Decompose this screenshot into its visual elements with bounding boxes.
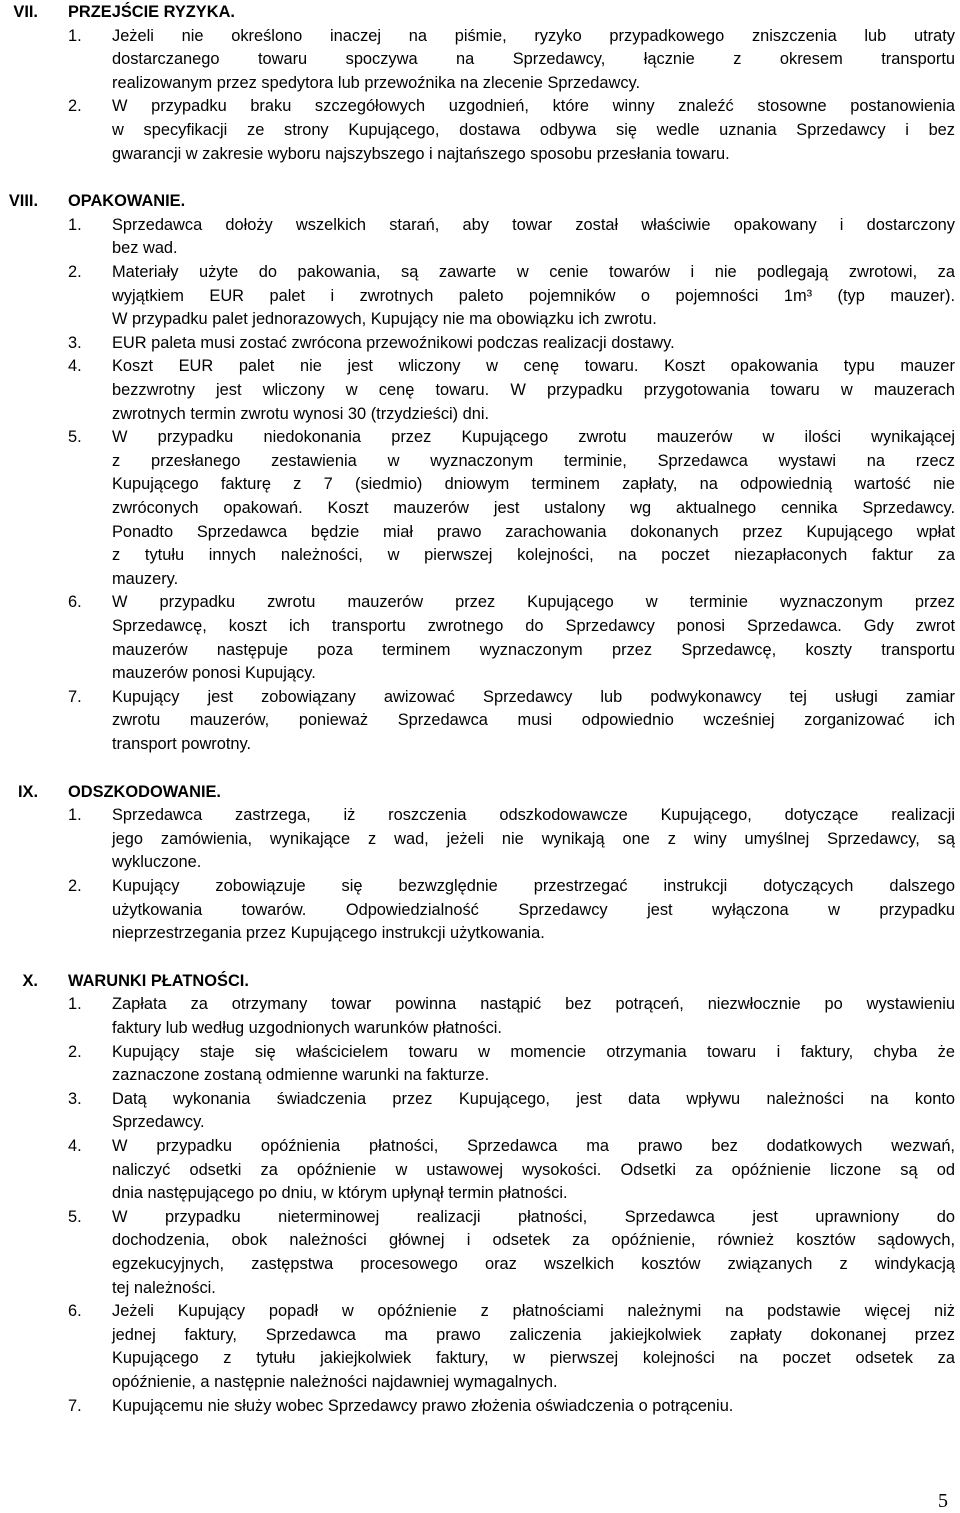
section-heading (0, 0, 960, 24)
clause-text-line: wykluczone. (112, 853, 202, 872)
clause-number: 2. (68, 877, 82, 895)
clause-number: 4. (68, 357, 82, 376)
clause-number: 2. (68, 263, 82, 281)
section-heading (0, 780, 960, 804)
clause-text-line: EUR paleta musi zostać zwrócona przewoźnikowi podczas realizacji dostawy. (112, 333, 675, 352)
clause-text-line: Sprzedawca dołoży wszelkich starań, aby towar został właściwie opakowany i dostarczony (112, 215, 955, 234)
clause-text-line: zwrotnych termin zwrotu wynosi 30 (trzydzieści) dni. (112, 404, 490, 423)
clause-text-line: opóźnienie, a następnie należności najdawniej wymagalnych. (112, 1373, 558, 1391)
clause-text-line: zwrotu mauzerów, ponieważ Sprzedawca musi odpowiednio wcześniej zorganizować ich (112, 711, 955, 730)
clause-text-line: mauzerów ponosi Kupujący. (112, 664, 316, 683)
clause-text-line: W przypadku zwrotu mauzerów przez Kupującego w terminie wyznaczonym przez (112, 593, 955, 612)
section-title: ODSZKODOWANIE. (68, 782, 221, 801)
clause-text-line: bezzwrotny jest wliczony w cenę towaru. W przypadku przygotowania towaru w mauzerach (112, 381, 955, 399)
clause-text-line: gwarancji w zakresie wyboru najszybszego i najtańszego sposobu przesłania towaru. (112, 144, 730, 163)
section-title: PRZEJŚCIE RYZYKA. (68, 3, 235, 21)
clause-text-line: W przypadku opóźnienia płatności, Sprzedawca ma prawo bez dodatkowych wezwań, (112, 1137, 955, 1155)
clause-number: 5. (68, 1207, 82, 1226)
section-heading (0, 189, 960, 213)
clause-text-line: zaznaczone zostaną odmienne warunki na fakturze. (112, 1066, 490, 1085)
clause-text-line: mauzerów następuje poza terminem wyznaczonym przez Sprzedawcę, koszty transportu (112, 640, 955, 659)
clause-number: 6. (68, 1302, 82, 1321)
clause-text-line: nieprzestrzegania przez Kupującego instrukcji użytkowania. (112, 924, 545, 943)
clause-text-line: W przypadku palet jednorazowych, Kupujący nie ma obowiązku ich zwrotu. (112, 310, 657, 329)
clause-text-line: dochodzenia, obok należności głównej i odsetek za opóźnienie, również kosztów sądowych, (112, 1231, 955, 1250)
clause-text-line: Kupującego fakturę z 7 (siedmio) dniowym terminem zapłaty, na odpowiednią wartość nie (112, 475, 955, 494)
clause-number: 2. (68, 97, 82, 116)
clause-text-line: Jeżeli Kupujący popadł w opóźnienie z płatnościami należnymi na podstawie więcej niż (112, 1302, 955, 1321)
clause-text-line: jego zamówienia, wynikające z wad, jeżeli nie wynikają one z winy umyślnej Sprzedawcy, są (112, 829, 955, 848)
clause-text-line: Kupującemu nie służy wobec Sprzedawcy prawo złożenia oświadczenia o potrąceniu. (112, 1396, 734, 1415)
clause-text-line: Kupujący zobowiązuje się bezwzględnie przestrzegać instrukcji dotyczących dalszego (112, 877, 955, 895)
clause-text-line: Datą wykonania świadczenia przez Kupującego, jest data wpływu należności na konto (112, 1089, 955, 1108)
clause-text-line: egzekucyjnych, zastępstwa procesowego oraz wszelkich kosztów związanych z windykacją (112, 1255, 955, 1273)
clause-text-line: Kupujący staje się właścicielem towaru w momencie otrzymania towaru i faktury, chyba że (112, 1042, 955, 1061)
section-number: IX. (17, 782, 38, 801)
clause-text-line: Materiały użyte do pakowania, są zawarte w cenie towarów i nie podlegają zwrotowi, za (112, 263, 955, 281)
clause-number: 1. (68, 215, 82, 234)
clause-text-line: Kupujący jest zobowiązany awizować Sprzedawcy lub podwykonawcy tej usługi zamiar (112, 687, 955, 706)
clause-text-line: z tytułu innych należności, w pierwszej kolejności, na poczet niezapłaconych faktur za (112, 546, 955, 565)
clause-text-line: Jeżeli nie określono inaczej na piśmie, ryzyko przypadkowego zniszczenia lub utraty (112, 26, 955, 45)
section-number: X. (22, 971, 38, 990)
clause-text-line: bez wad. (112, 239, 178, 258)
clause-number: 3. (68, 333, 82, 352)
clause-text-line: W przypadku niedokonania przez Kupującego zwrotu mauzerów w ilości wynikającej (112, 428, 955, 447)
clause-number: 2. (68, 1042, 82, 1061)
clause-number: 5. (68, 428, 82, 447)
clause-number: 1. (68, 995, 82, 1014)
section-heading (0, 969, 960, 993)
clause-text-line: W przypadku braku szczegółowych uzgodnień, które winny znaleźć stosowne postanowienia (112, 97, 955, 116)
clause-text-line: użytkowania towarów. Odpowiedzialność Sprzedawcy jest wyłączona w przypadku (112, 900, 955, 919)
clause-text-line: jednej faktury, Sprzedawca ma prawo zaliczenia jakiejkolwiek zapłaty dokonanej przez (112, 1325, 955, 1344)
clause-number: 7. (68, 687, 82, 706)
clause-text-line: realizowanym przez spedytora lub przewoźnika na zlecenie Sprzedawcy. (112, 73, 641, 92)
section-title: OPAKOWANIE. (68, 192, 186, 211)
clause-number: 4. (68, 1137, 82, 1155)
clause-text-line: W przypadku nieterminowej realizacji płatności, Sprzedawca jest uprawniony do (112, 1207, 955, 1226)
clause-number: 1. (68, 806, 82, 825)
clause-text-line: z przesłanego zestawienia w wyznaczonym terminie, Sprzedawca wystawi na rzecz (112, 451, 955, 470)
clause-text-line: mauzery. (112, 569, 179, 588)
clause-text-line: dnia następującego po dniu, w którym upłynął termin płatności. (112, 1184, 568, 1203)
clause-text-line: Kupującego z tytułu jakiejkolwiek faktury, w pierwszej kolejności na poczet odsetek za (112, 1349, 955, 1368)
clause-text-line: naliczyć odsetki za opóźnienie w ustawowej wysokości. Odsetki za opóźnienie liczone są od (112, 1160, 955, 1179)
section-number: VII. (13, 3, 38, 21)
page-number: 5 (938, 1490, 948, 1512)
clause-number: 1. (68, 26, 82, 45)
section-title: WARUNKI PŁATNOŚCI. (68, 971, 249, 990)
clause-text-line: dostarczanego towaru spoczywa na Sprzedawcy, łącznie z okresem transportu (112, 50, 955, 69)
clause-number: 7. (68, 1396, 82, 1415)
section-number: VIII. (8, 192, 38, 211)
clause-text-line: zwróconych opakowań. Koszt mauzerów jest ustalony wg aktualnego cennika Sprzedawcy. (112, 499, 955, 517)
clause-text-line: Sprzedawcy. (112, 1113, 205, 1132)
clause-text-line: Ponadto Sprzedawca będzie miał prawo zarachowania dokonanych przez Kupującego wpłat (112, 522, 955, 541)
clause-number: 6. (68, 593, 82, 612)
clause-text-line: w specyfikacji ze strony Kupującego, dostawa odbywa się wedle uznania Sprzedawcy i bez (112, 121, 955, 139)
clause-text-line: tej należności. (112, 1278, 216, 1297)
clause-text-line: transport powrotny. (112, 735, 252, 753)
clause-text-line: Koszt EUR palet nie jest wliczony w cenę towaru. Koszt opakowania typu mauzer (112, 357, 955, 376)
clause-text-line: faktury lub według uzgodnionych warunków płatności. (112, 1019, 502, 1037)
clause-text-line: Zapłata za otrzymany towar powinna nastąpić bez potrąceń, niezwłocznie po wystawieniu (112, 995, 955, 1014)
clause-text-line: Sprzedawca zastrzega, iż roszczenia odszkodowawcze Kupującego, dotyczące realizacji (112, 806, 955, 825)
clause-number: 3. (68, 1089, 82, 1108)
clause-text-line: wyjątkiem EUR palet i zwrotnych paleto pojemników o pojemności 1m³ (typ mauzer). (112, 286, 955, 305)
clause-text-line: Sprzedawcę, koszt ich transportu zwrotnego do Sprzedawcy ponosi Sprzedawca. Gdy zwrot (112, 617, 955, 635)
